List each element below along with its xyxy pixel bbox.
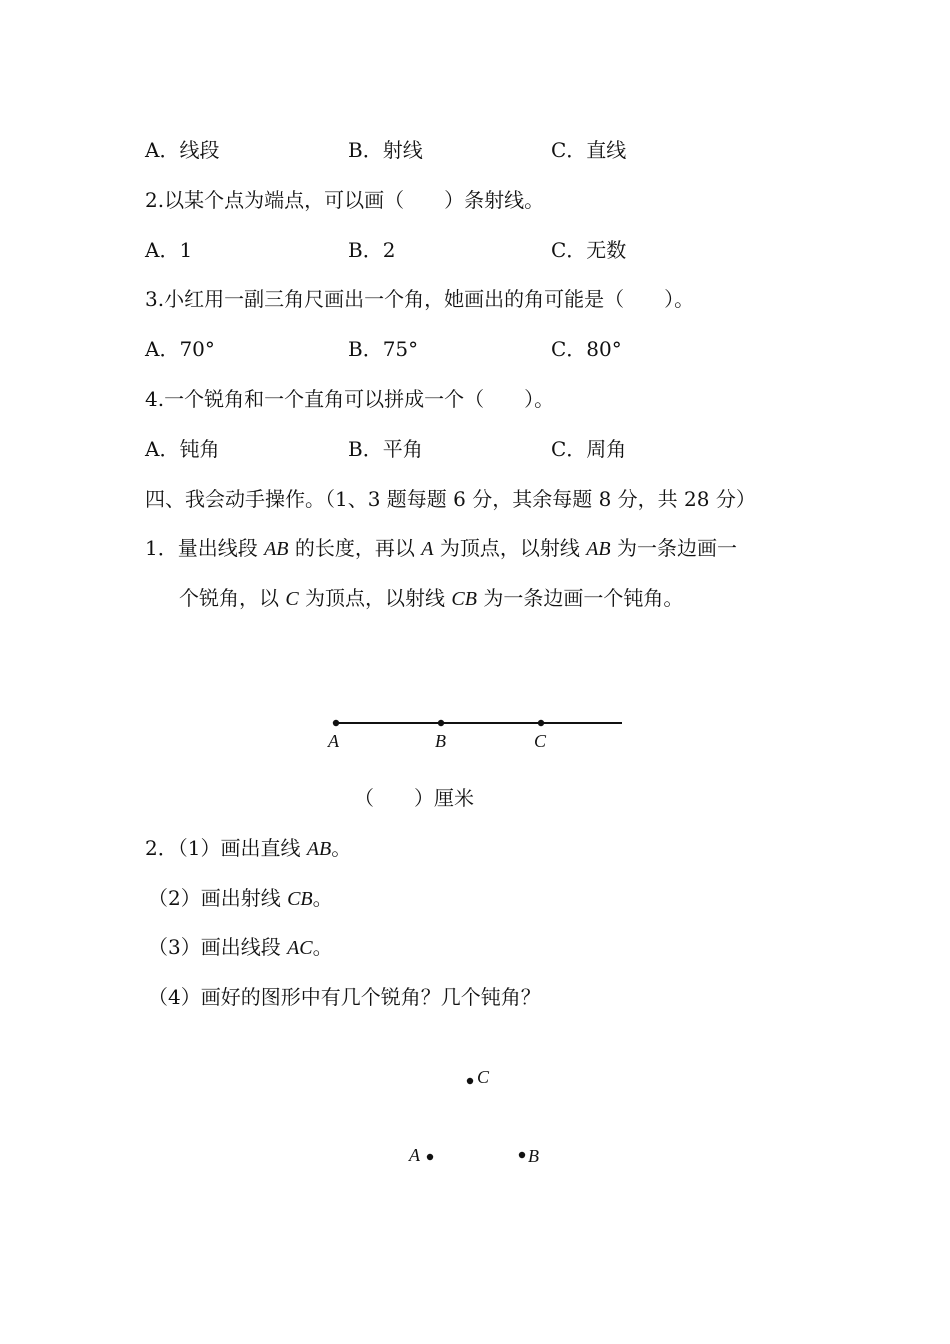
- q2-option-c: C．无数: [551, 238, 627, 262]
- text: 2．（1）画出直线: [145, 836, 307, 860]
- text: 为顶点，以射线: [433, 536, 587, 560]
- q4-option-a: A．钝角: [145, 437, 220, 461]
- point-b-dot: [438, 720, 444, 726]
- section4-heading: 四、我会动手操作。（1、3 题每题 6 分，其余每题 8 分，共 28 分）: [145, 487, 756, 511]
- length-answer-blank: （ ）厘米: [354, 786, 474, 810]
- q1-option-b: B．射线: [348, 138, 423, 162]
- q3-option-a: A．70°: [145, 337, 215, 361]
- var-ab: AB: [306, 838, 332, 860]
- fig2-point-a-label: A: [409, 1145, 420, 1165]
- q4-option-b: B．平角: [348, 437, 423, 461]
- text: 为一条边画一个钝角。: [476, 586, 684, 610]
- fig2-point-c-label: C: [477, 1067, 490, 1087]
- var-c: C: [285, 588, 299, 610]
- var-ac: AC: [287, 937, 313, 959]
- text: （2）画出射线: [148, 886, 288, 910]
- problem2-step1: [145, 835, 351, 862]
- text: 的长度，再以: [288, 536, 422, 560]
- q2-option-b: B．2: [348, 238, 396, 262]
- point-c-dot: [538, 720, 544, 726]
- fig2-point-a-dot: [427, 1154, 433, 1160]
- q4-stem: 4.一个锐角和一个直角可以拼成一个（ ）。: [145, 387, 555, 411]
- point-c-label: C: [534, 731, 547, 751]
- q3-option-b: B．75°: [348, 337, 419, 361]
- var-ab: AB: [586, 538, 611, 560]
- fig2-point-c-dot: [467, 1078, 473, 1084]
- point-b-label: B: [435, 731, 446, 751]
- fig2-point-b-dot: [519, 1152, 525, 1158]
- q2-option-a: A．1: [145, 238, 193, 262]
- var-ab: AB: [264, 538, 289, 560]
- text: 为顶点，以射线: [298, 586, 452, 610]
- q1-option-a: A．线段: [145, 138, 220, 162]
- q2-stem: 2.以某个点为端点，可以画（ ）条射线。: [145, 188, 545, 212]
- text: （3）画出线段: [148, 935, 288, 959]
- problem2-step2: [148, 885, 333, 912]
- point-a-label: A: [328, 731, 339, 751]
- text: 个锐角，以: [179, 586, 286, 610]
- q1-option-c: C．直线: [551, 138, 627, 162]
- problem2-step4: （4）画好的图形中有几个锐角？几个钝角？: [148, 985, 541, 1009]
- fig2-point-b-label: B: [528, 1146, 539, 1166]
- text: 。: [312, 935, 333, 959]
- var-a: A: [421, 538, 434, 560]
- text: 。: [312, 886, 333, 910]
- problem2-step3: [148, 934, 333, 961]
- text: 1．量出线段: [145, 536, 265, 560]
- var-cb: CB: [287, 888, 313, 910]
- var-cb: CB: [451, 588, 477, 610]
- point-a-dot: [333, 720, 339, 726]
- q3-stem: 3.小红用一副三角尺画出一个角，她画出的角可能是（ ）。: [145, 287, 695, 311]
- text: 。: [331, 836, 352, 860]
- q4-option-c: C．周角: [551, 437, 627, 461]
- text: 为一条边画一: [610, 536, 737, 560]
- q3-option-c: C．80°: [551, 337, 622, 361]
